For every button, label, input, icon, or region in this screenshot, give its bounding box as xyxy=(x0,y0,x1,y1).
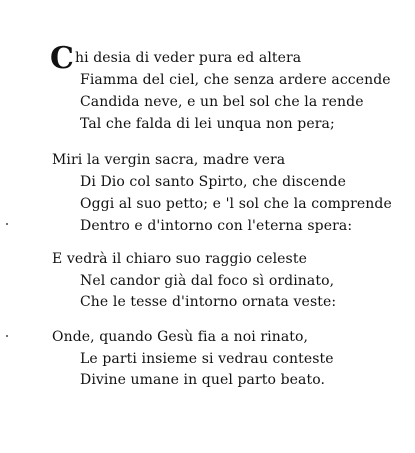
stanza-2-line-4: Dentro e d'intorno con l'eterna spera: xyxy=(80,218,353,234)
stanza-4-line-2: Le parti insieme si vedrau conteste xyxy=(80,351,334,367)
stanza-4-line-1: Onde, quando Gesù fia a noi rinato, xyxy=(52,329,309,345)
stanza-3-line-2: Nel candor già dal foco sì ordinato, xyxy=(80,273,335,289)
stanza-2-line-3: Oggi al suo petto; e 'l sol che la comprende xyxy=(80,196,392,212)
stanza-3-line-1: E vedrà il chiaro suo raggio celeste xyxy=(52,251,307,267)
stanza-2-line-1: Miri la vergin sacra, madre vera xyxy=(52,152,286,168)
stanza-2-line-2: Di Dio col santo Spirto, che discende xyxy=(80,174,346,190)
stanza-3-line-3: Che le tesse d'intorno ornata veste: xyxy=(80,294,337,310)
stanza-1-line-2: Fiamma del ciel, che senza ardere accende xyxy=(80,72,391,88)
drop-cap: C xyxy=(50,41,74,76)
stanza-1-line-1 xyxy=(50,41,302,76)
stanza-1-line-1-text: hi desia di veder pura ed altera xyxy=(74,50,302,66)
margin-speck xyxy=(6,335,8,337)
stanza-1-line-3: Candida neve, e un bel sol che la rende xyxy=(80,94,364,110)
margin-speck xyxy=(6,223,8,225)
stanza-1-line-4: Tal che falda di lei unqua non pera; xyxy=(80,116,335,132)
stanza-4-line-3: Divine umane in quel parto beato. xyxy=(80,372,326,388)
